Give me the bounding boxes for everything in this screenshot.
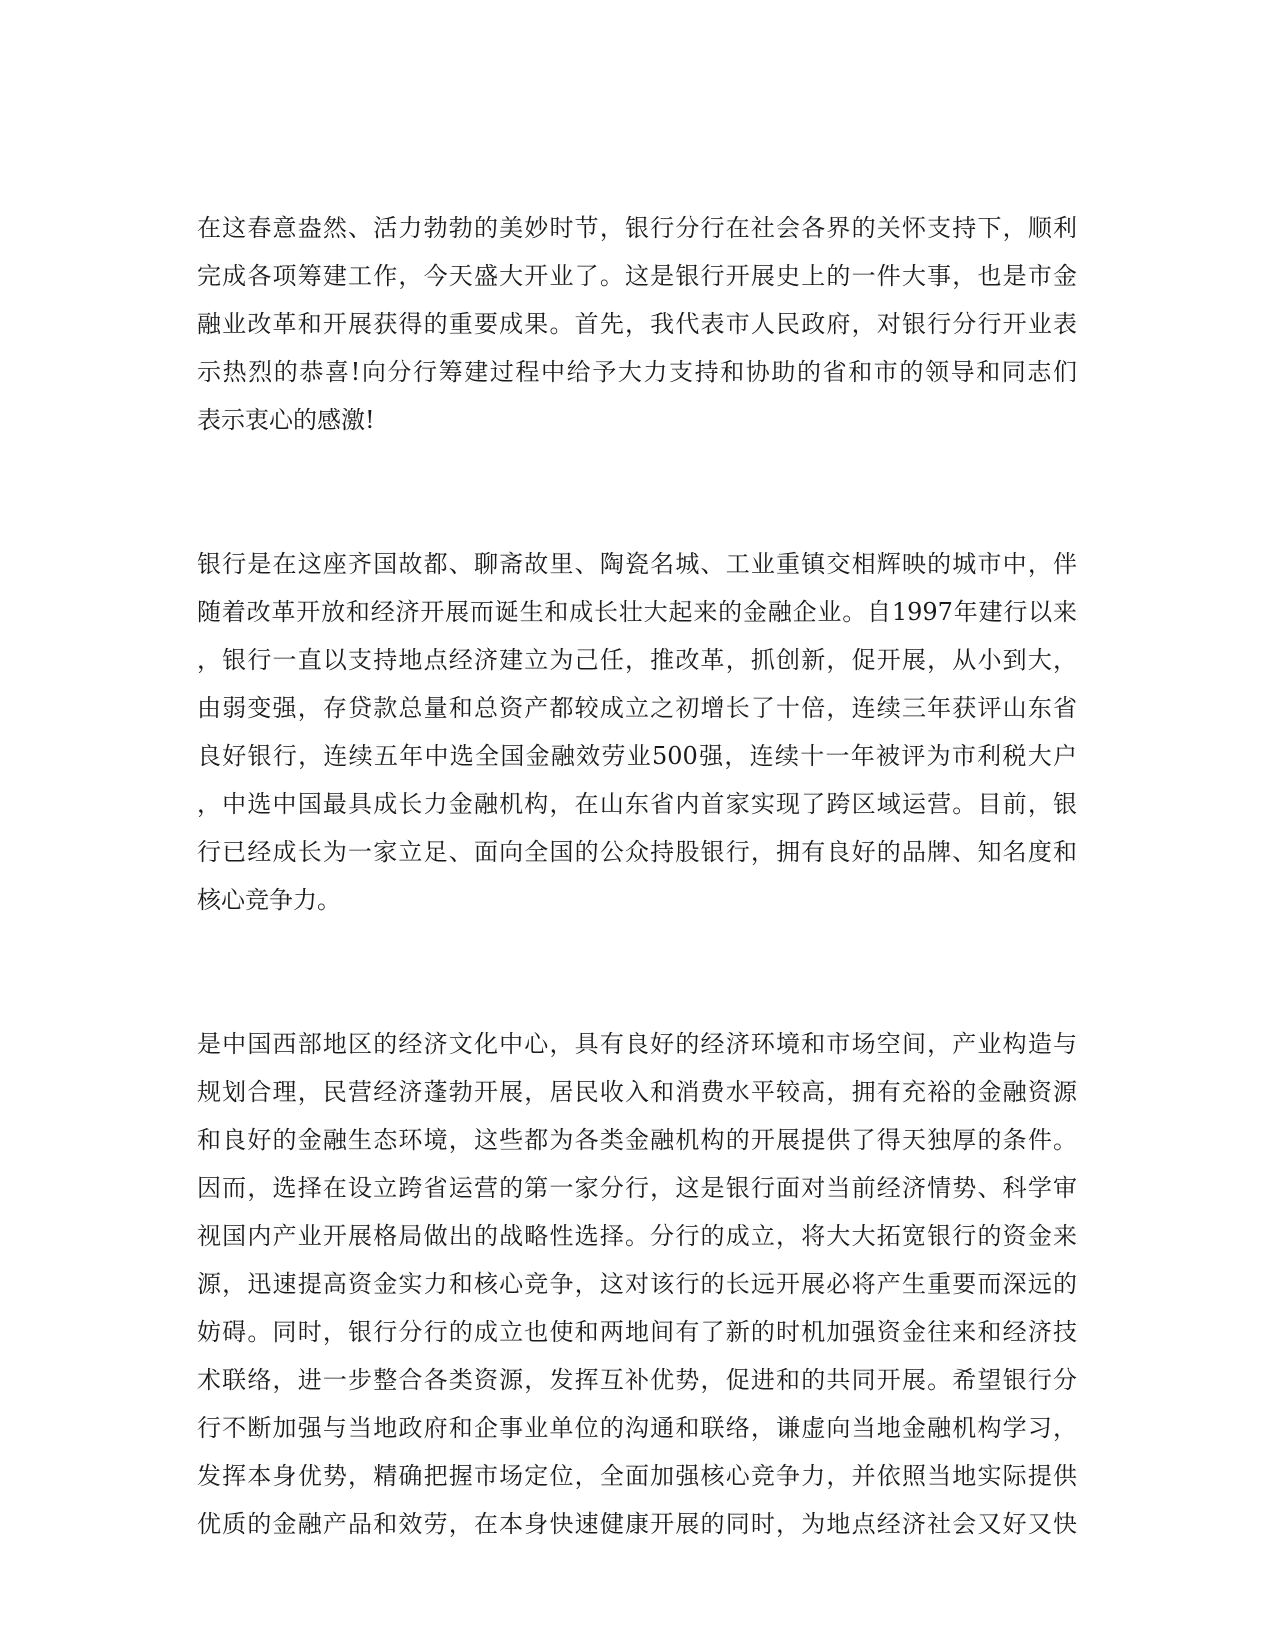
text-line: 术联络，进一步整合各类资源，发挥互补优势，促进和的共同开展。希望银行分 [197,1366,1077,1394]
text-line: 在这春意盎然、活力勃勃的美妙时节，银行分行在社会各界的关怀支持下，顺利 [197,214,1077,242]
text-line: 源，迅速提高资金实力和核心竞争，这对该行的长远开展必将产生重要而深远的 [197,1270,1077,1298]
text-line: 规划合理，民营经济蓬勃开展，居民收入和消费水平较高，拥有充裕的金融资源 [197,1078,1077,1106]
text-line: 示热烈的恭喜!向分行筹建过程中给予大力支持和协助的省和市的领导和同志们 [197,358,1077,386]
text-line: 表示衷心的感激! [197,406,375,434]
text-line: 是中国西部地区的经济文化中心，具有良好的经济环境和市场空间，产业构造与 [197,1030,1077,1058]
text-line: 由弱变强，存贷款总量和总资产都较成立之初增长了十倍，连续三年获评山东省 [197,694,1077,722]
text-line: 银行是在这座齐国故都、聊斋故里、陶瓷名城、工业重镇交相辉映的城市中，伴 [197,550,1077,578]
text-line: ，中选中国最具成长力金融机构，在山东省内首家实现了跨区域运营。目前，银 [197,790,1077,818]
text-line: 行已经成长为一家立足、面向全国的公众持股银行，拥有良好的品牌、知名度和 [197,838,1077,866]
text-line: 优质的金融产品和效劳，在本身快速健康开展的同时，为地点经济社会又好又快 [197,1510,1077,1538]
text-line: 行不断加强与当地政府和企事业单位的沟通和联络，谦虚向当地金融机构学习， [197,1414,1077,1442]
text-line: 视国内产业开展格局做出的战略性选择。分行的成立，将大大拓宽银行的资金来 [197,1222,1077,1250]
text-line: 融业改革和开展获得的重要成果。首先，我代表市人民政府，对银行分行开业表 [197,310,1077,338]
text-line: 因而，选择在设立跨省运营的第一家分行，这是银行面对当前经济情势、科学审 [197,1174,1077,1202]
text-line: 发挥本身优势，精确把握市场定位，全面加强核心竞争力，并依照当地实际提供 [197,1462,1077,1490]
paragraph-gap [197,924,1077,1020]
document-body [197,204,1077,1548]
text-line: 核心竞争力。 [197,886,341,914]
text-line: ，银行一直以支持地点经济建立为己任，推改革，抓创新，促开展，从小到大， [197,646,1077,674]
paragraph-2 [197,540,1077,924]
paragraph-1 [197,204,1077,444]
text-line: 和良好的金融生态环境，这些都为各类金融机构的开展提供了得天独厚的条件。 [197,1126,1077,1154]
paragraph-gap [197,444,1077,540]
text-line: 良好银行，连续五年中选全国金融效劳业500强，连续十一年被评为市利税大户 [197,742,1077,770]
paragraph-3 [197,1020,1077,1548]
text-line: 随着改革开放和经济开展而诞生和成长壮大起来的金融企业。自1997年建行以来 [197,598,1077,626]
text-line: 完成各项筹建工作，今天盛大开业了。这是银行开展史上的一件大事，也是市金 [197,262,1077,290]
text-line: 妨碍。同时，银行分行的成立也使和两地间有了新的时机加强资金往来和经济技 [197,1318,1077,1346]
